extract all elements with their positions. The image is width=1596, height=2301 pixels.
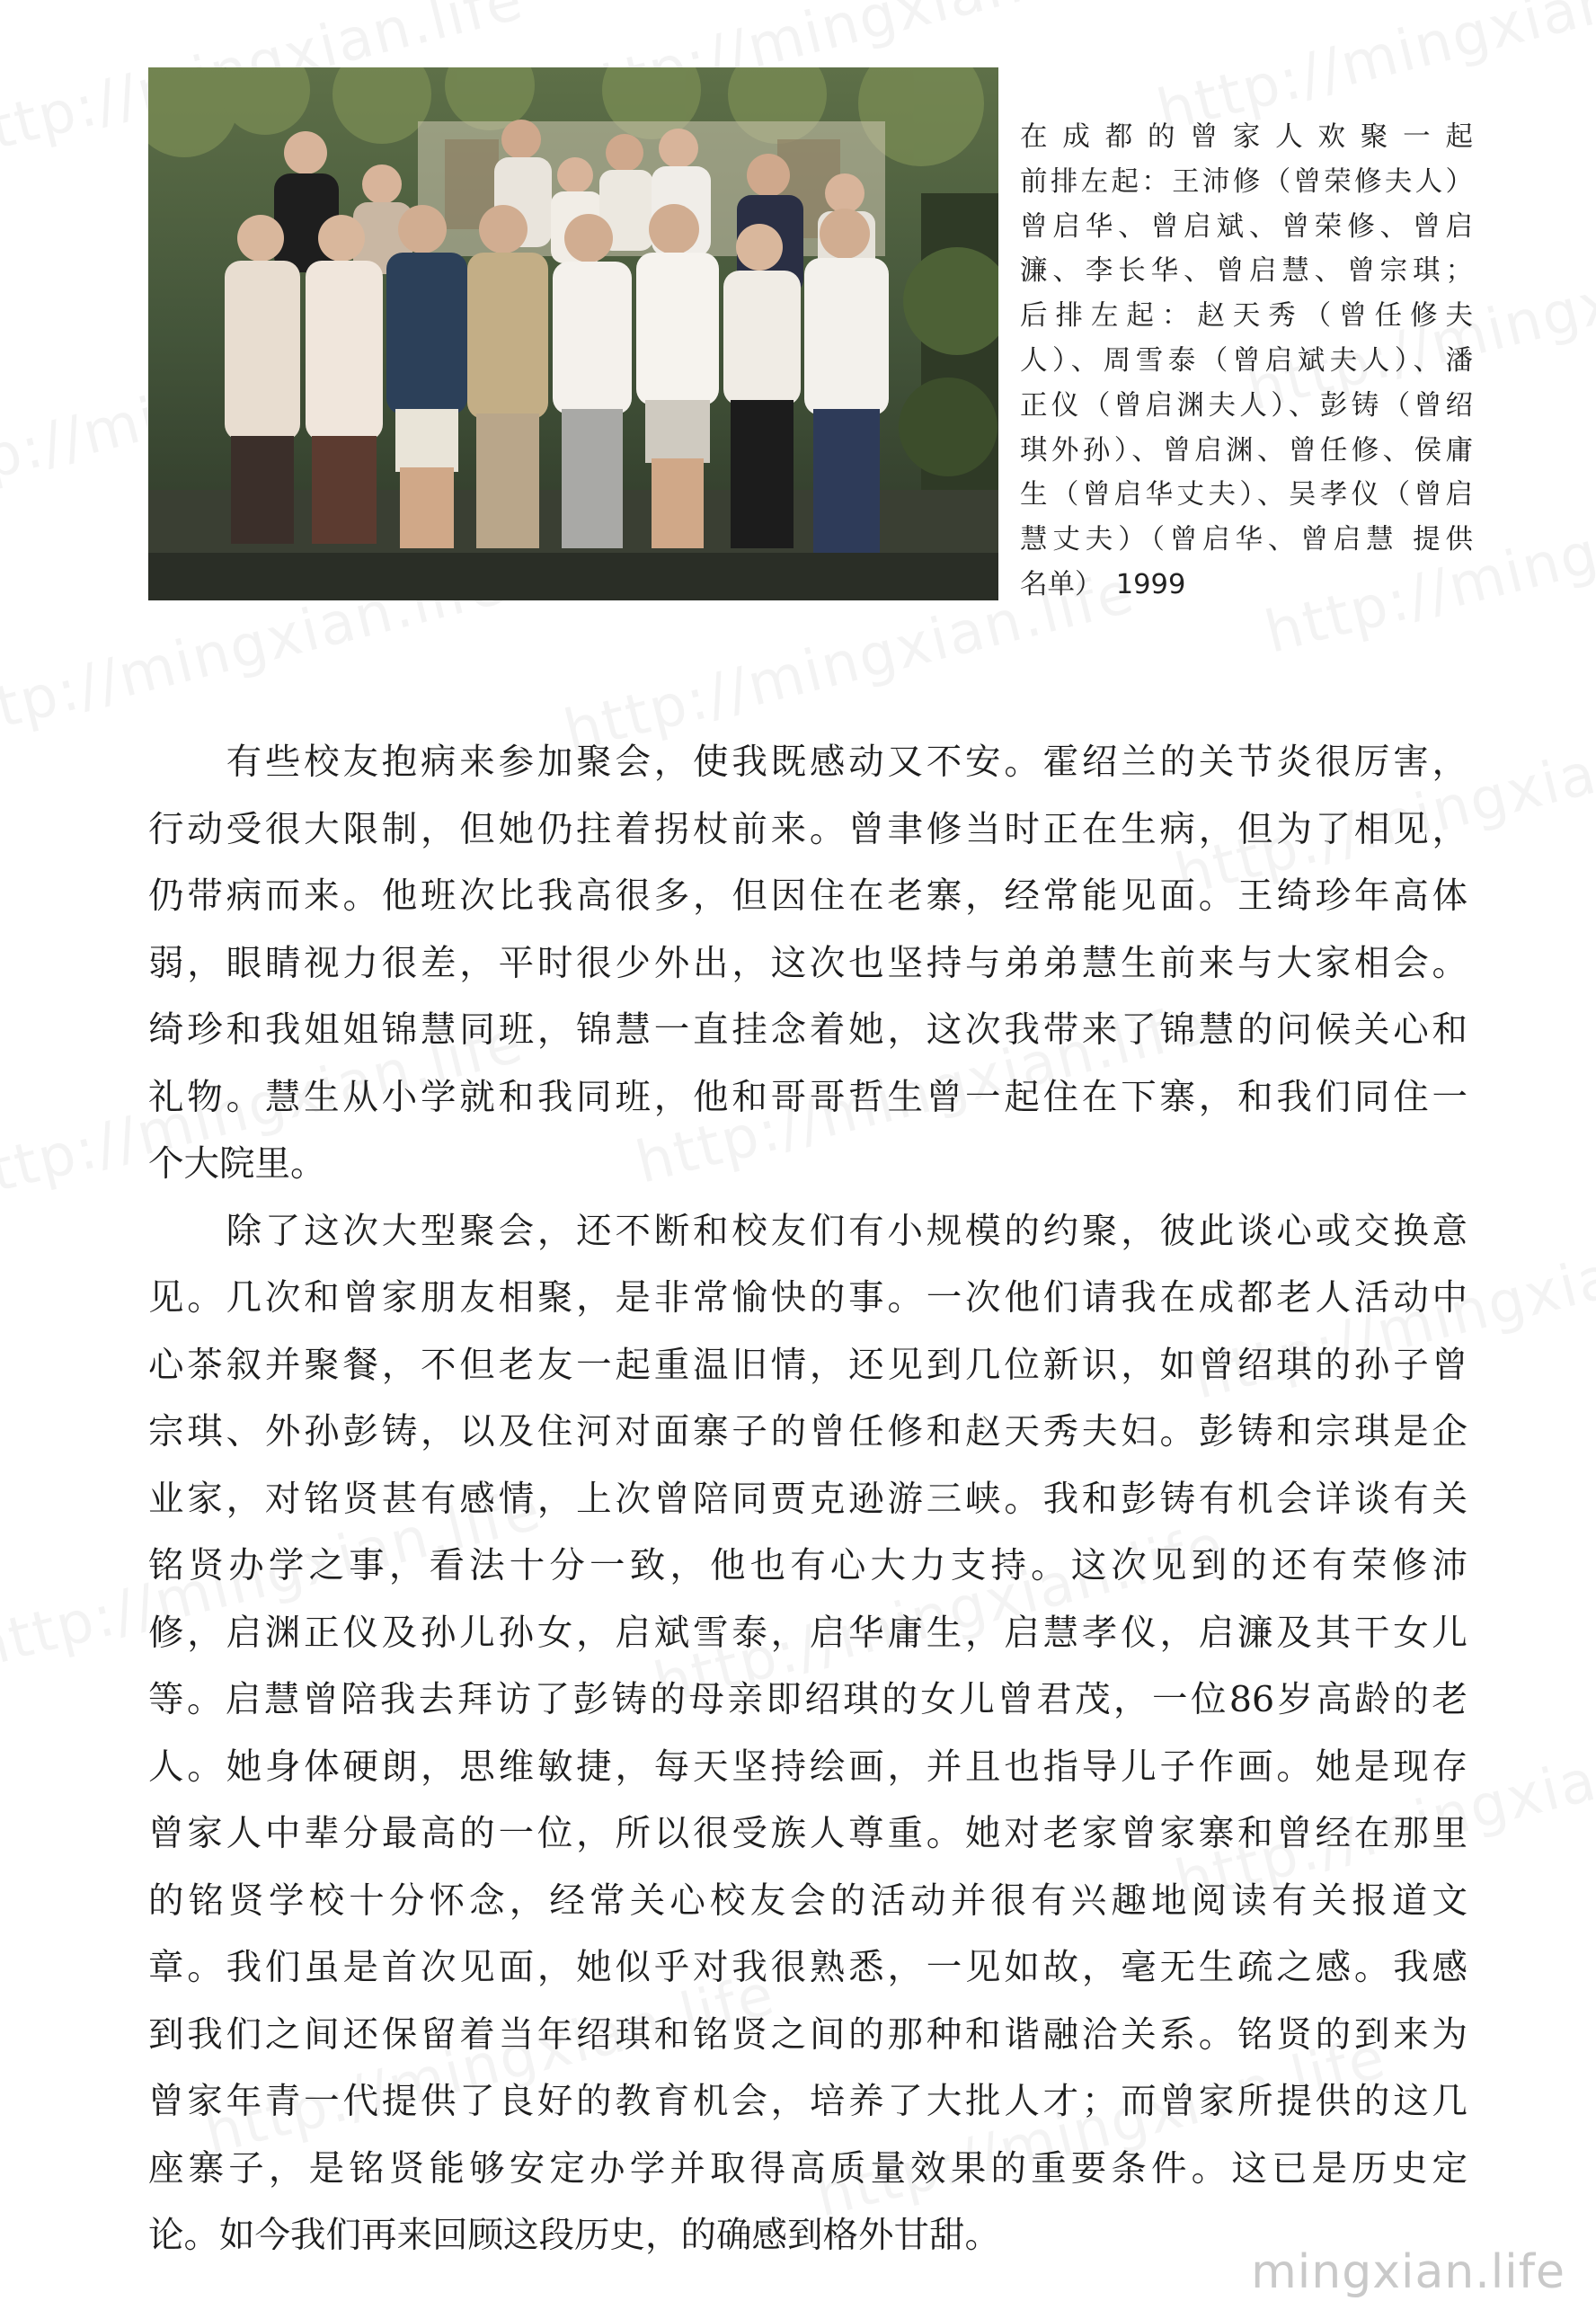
caption-line: 名单） 1999 <box>1020 568 1186 600</box>
caption-line: 生（曾启华丈夫）、吴孝仪（曾启 <box>1020 479 1473 511</box>
paragraph <box>148 729 1467 1198</box>
text-line: 曾家人中辈分最高的一位，所以很受族人尊重。她对老家曾家寨和曾经在那里 <box>148 1813 1467 1854</box>
text-line: 修，启渊正仪及孙儿孙女，启斌雪泰，启华庸生，启慧孝仪，启濂及其干女儿 <box>148 1612 1467 1654</box>
text-line: 的铭贤学校十分怀念，经常关心校友会的活动并很有兴趣地阅读有关报道文 <box>148 1879 1467 1922</box>
caption-line: 人）、周雪泰（曾启斌夫人）、潘 <box>1020 344 1473 377</box>
caption-line: 后排左起：赵天秀（曾任修夫 <box>1020 300 1473 333</box>
group-photo-icon <box>148 67 998 600</box>
text-line: 章。我们虽是首次见面，她似乎对我很熟悉，一见如故，毫无生疏之感。我感 <box>148 1947 1467 1988</box>
text-line: 个大院里。 <box>148 1143 326 1185</box>
caption-line: 曾启华、曾启斌、曾荣修、曾启 <box>1020 210 1473 243</box>
text-line: 有些校友抱病来参加聚会，使我既感动又不安。霍绍兰的关节炎很厉害， <box>148 742 1467 783</box>
text-line: 见。几次和曾家朋友相聚，是非常愉快的事。一次他们请我在成都老人活动中 <box>148 1277 1467 1319</box>
article-body <box>148 729 1467 2270</box>
text-line: 弱，眼睛视力很差，平时很少外出，这次也坚持与弟弟慧生前来与大家相会。 <box>148 942 1467 984</box>
paragraph <box>148 1198 1467 2270</box>
text-line: 行动受很大限制，但她仍拄着拐杖前来。曾聿修当时正在生病，但为了相见， <box>148 808 1467 850</box>
text-line: 曾家年青一代提供了良好的教育机会，培养了大批人才；而曾家所提供的这几 <box>148 2081 1467 2122</box>
text-line: 论。如今我们再来回顾这段历史，的确感到格外甘甜。 <box>148 2215 1000 2256</box>
text-line: 等。启慧曾陪我去拜访了彭铸的母亲即绍琪的女儿曾君茂，一位86岁高龄的老 <box>148 1679 1467 1720</box>
text-line: 仍带病而来。他班次比我高很多，但因住在老寨，经常能见面。王绮珍年高体 <box>148 875 1467 917</box>
text-line: 座寨子，是铭贤能够安定办学并取得高质量效果的重要条件。这已是历史定 <box>148 2147 1467 2190</box>
text-line: 铭贤办学之事，看法十分一致，他也有心大力支持。这次见到的还有荣修沛 <box>148 1545 1467 1586</box>
footer-watermark: mingxian.life <box>1251 2245 1565 2299</box>
group-photo <box>148 67 998 600</box>
text-line: 心茶叙并聚餐，不但老友一起重温旧情，还见到几位新识，如曾绍琪的孙子曾 <box>148 1344 1467 1386</box>
text-line: 绮珍和我姐姐锦慧同班，锦慧一直挂念着她，这次我带来了锦慧的问候关心和 <box>148 1009 1467 1051</box>
text-line: 宗琪、外孙彭铸，以及住河对面寨子的曾任修和赵天秀夫妇。彭铸和宗琪是企 <box>148 1411 1467 1453</box>
text-line: 除了这次大型聚会，还不断和校友们有小规模的约聚，彼此谈心或交换意 <box>148 1210 1467 1252</box>
text-line: 礼物。慧生从小学就和我同班，他和哥哥哲生曾一起住在下寨，和我们同住一 <box>148 1076 1467 1118</box>
caption-line: 前排左起：王沛修（曾荣修夫人） <box>1020 165 1473 198</box>
text-line: 业家，对铭贤甚有感情，上次曾陪同贾克逊游三峡。我和彭铸有机会详谈有关 <box>148 1478 1467 1520</box>
photo-caption <box>1020 115 1473 608</box>
text-line: 到我们之间还保留着当年绍琪和铭贤之间的那种和谐融洽关系。铭贤的到来为 <box>148 2013 1467 2056</box>
caption-line: 濂、李长华、曾启慧、曾宗琪； <box>1020 255 1473 288</box>
caption-line: 慧丈夫）（曾启华、曾启慧 提供 <box>1020 524 1473 556</box>
caption-line: 正仪（曾启渊夫人）、彭铸（曾绍 <box>1020 389 1473 422</box>
caption-line: 琪外孙）、曾启渊、曾任修、侯庸 <box>1020 434 1473 466</box>
caption-line: 在成都的曾家人欢聚一起 <box>1020 121 1473 153</box>
text-line: 人。她身体硬朗，思维敏捷，每天坚持绘画，并且也指导儿子作画。她是现存 <box>148 1746 1467 1788</box>
